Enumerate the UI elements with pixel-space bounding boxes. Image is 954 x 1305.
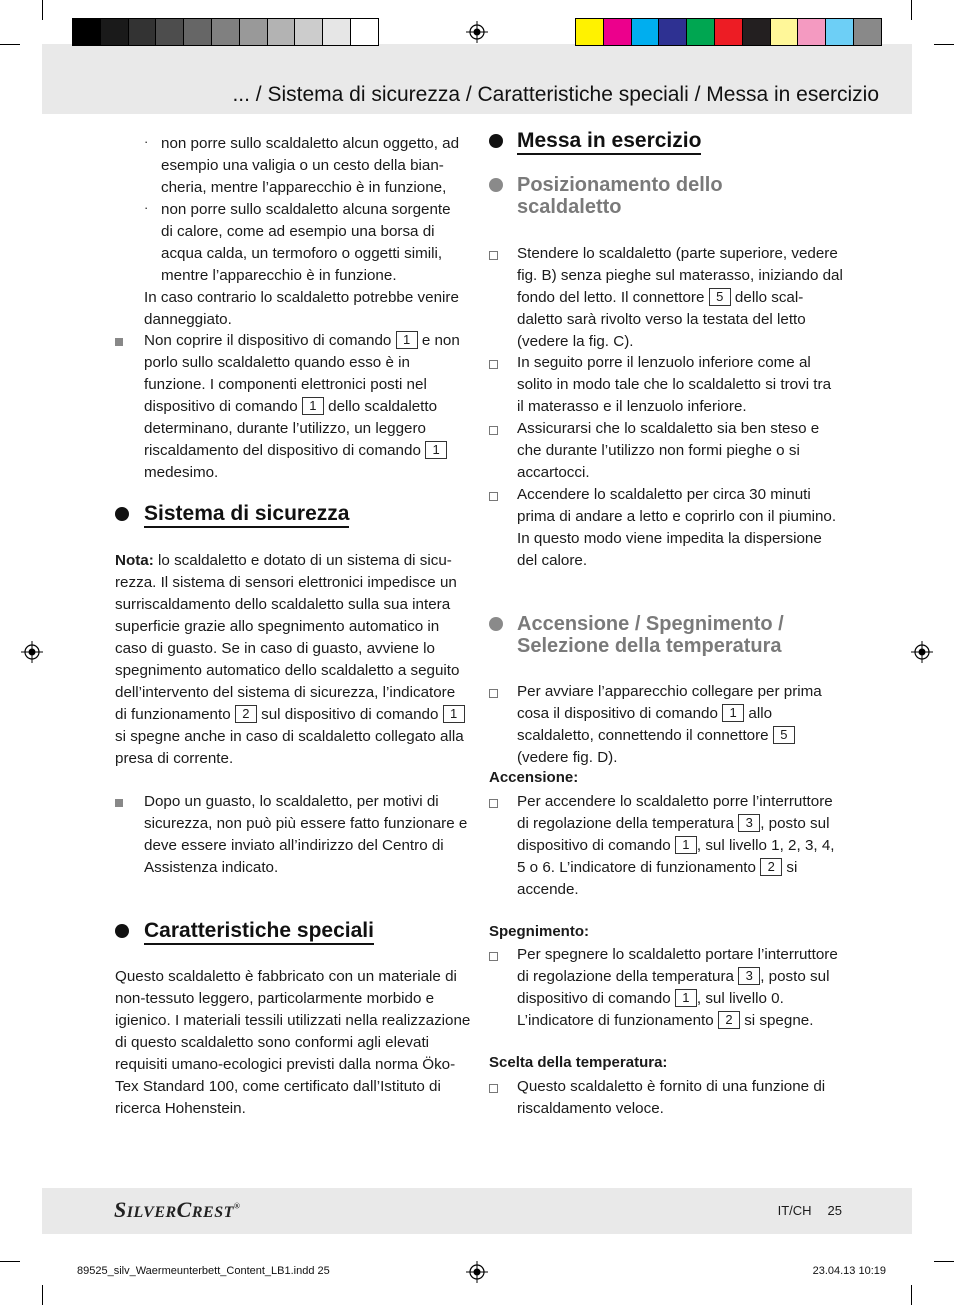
paragraph-spegnimento: Per spegnere lo scaldaletto portare l’interruttore di regolazione della temperatura 3 , posto sul dispositivo di comando 1 , sul livello 0. L’indicatore di funzionamento 2 si spegne. [517, 946, 838, 1029]
dash-bullet: · [144, 200, 149, 215]
paragraph-contrario: In caso contrario lo scaldaletto potrebbe venire danneggiato. [144, 289, 459, 328]
dash-bullet: · [144, 134, 149, 149]
crop-mark [911, 1285, 912, 1305]
ref-number: 5 [709, 288, 731, 306]
crop-mark [934, 1261, 954, 1262]
square-bullet [115, 799, 123, 807]
dash-item-1: non porre sullo scaldaletto alcun oggetto, ad esempio una valigia o un cesto della bian-cheria, mentre l’apparecchio è in funzione, [161, 135, 460, 196]
ref-number: 3 [738, 967, 760, 985]
crop-mark [0, 44, 20, 45]
ref-number: 2 [235, 705, 257, 723]
checkbox-bullet [489, 952, 498, 961]
heading-accensione: Accensione / Spegnimento / Selezione della temperatura [517, 613, 784, 657]
ref-number: 1 [443, 705, 465, 723]
ref-number: 2 [760, 858, 782, 876]
registration-mark-icon [466, 21, 488, 43]
label-spegnimento: Spegnimento: [489, 923, 589, 940]
paragraph-nota: Nota: lo scaldaletto e dotato di un sistema di sicu-rezza. Il sistema di sensori elettronici impedisce un surriscaldamento dello scaldaletto sulla sua intera superficie grazie allo spegnimento automatico in caso di guasto. Se in caso di guasto, avviene lo spegnimento automatico dello scaldaletto a seguito dell’intervento del sistema di sicurezza, l’indicatore di funzionamento 2 sul dispositivo di comando 1 si spegne anche in caso di scaldaletto collegato alla presa di corrente. [115, 552, 464, 767]
ref-number: 1 [302, 397, 324, 415]
gray-swatch [239, 18, 268, 46]
paragraph-lenzuolo: In seguito porre il lenzuolo inferiore come al solito in modo tale che lo scaldaletto si trovi tra il materasso e il lenzuolo inferiore. [517, 354, 832, 415]
gray-swatch [72, 18, 101, 46]
ref-number: 1 [425, 441, 447, 459]
crop-mark [911, 0, 912, 20]
color-swatch [603, 18, 632, 46]
paragraph-assicurarsi: Assicurarsi che lo scaldaletto sia ben steso e che durante l’utilizzo non formi pieghe o si accartocci. [517, 420, 820, 481]
page-title: ... / Sistema di sicurezza / Caratteristiche speciali / Messa in esercizio [232, 83, 879, 106]
gray-swatch [294, 18, 323, 46]
gray-swatch [322, 18, 351, 46]
paragraph-avviare: Per avviare l’apparecchio collegare per prima cosa il dispositivo di comando 1 allo scaldaletto, connettendo il connettore 5 (vedere fig. D). [517, 683, 822, 766]
heading-bullet-icon [489, 617, 503, 631]
gray-swatch [100, 18, 129, 46]
registration-mark-icon [466, 1261, 488, 1283]
dash-item-2: non porre sullo scaldaletto alcuna sorgente di calore, come ad esempio una borsa di acqua calda, un termoforo o oggetti simili, mentre l’apparecchio è in funzione. [161, 201, 451, 284]
heading-sistema-sicurezza: Sistema di sicurezza [144, 502, 349, 526]
gray-swatch [267, 18, 296, 46]
gray-swatch [155, 18, 184, 46]
paragraph-scelta: Questo scaldaletto è fornito di una funzione di riscaldamento veloce. [517, 1078, 826, 1117]
gray-swatch [211, 18, 240, 46]
color-swatch [631, 18, 660, 46]
ref-number: 1 [675, 989, 697, 1007]
color-swatch [658, 18, 687, 46]
checkbox-bullet [489, 799, 498, 808]
paragraph-accendere: Accendere lo scaldaletto per circa 30 minuti prima di andare a letto e coprirlo con il piumino. In questo modo viene impedita la dispersione del calore. [517, 486, 837, 569]
label-scelta-temperatura: Scelta della temperatura: [489, 1054, 668, 1071]
color-swatch [853, 18, 882, 46]
checkbox-bullet [489, 1084, 498, 1093]
heading-bullet-icon [115, 507, 129, 521]
ref-number: 1 [396, 331, 418, 349]
color-swatch [825, 18, 854, 46]
color-swatch [770, 18, 799, 46]
slug-date: 23.04.13 10:19 [812, 1265, 886, 1277]
paragraph-non-coprire: Non coprire il dispositivo di comando 1 e non porlo sullo scaldaletto quando esso è in funzione. I componenti elettronici posti nel dispositivo di comando 1 dello scaldaletto determinano, durante l’utilizzo, un leggero riscaldamento del dispositivo di comando 1 medesimo. [144, 332, 460, 481]
checkbox-bullet [489, 426, 498, 435]
color-swatch [686, 18, 715, 46]
gray-swatch [350, 18, 379, 46]
heading-caratteristiche: Caratteristiche speciali [144, 919, 374, 943]
crop-mark [42, 1285, 43, 1305]
checkbox-bullet [489, 360, 498, 369]
heading-posizionamento: Posizionamento dello scaldaletto [517, 174, 723, 218]
checkbox-bullet [489, 251, 498, 260]
square-bullet [115, 338, 123, 346]
registration-mark-icon [911, 641, 933, 663]
paragraph-guasto: Dopo un guasto, lo scaldaletto, per motivi di sicurezza, non può più essere fatto funzionare e deve essere inviato all’indirizzo del Centro di Assistenza indicato. [144, 793, 468, 876]
ref-number: 5 [773, 726, 795, 744]
paragraph-accensione: Per accendere lo scaldaletto porre l’interruttore di regolazione della temperatura 3 , posto sul dispositivo di comando 1 , sul livello 1, 2, 3, 4, 5 o 6. L’indicatore di funzionamento 2 si accende. [517, 793, 835, 898]
color-swatch [797, 18, 826, 46]
crop-mark [42, 0, 43, 20]
crop-mark [934, 44, 954, 45]
heading-bullet-icon [115, 924, 129, 938]
ref-number: 3 [738, 814, 760, 832]
ref-number: 2 [718, 1011, 740, 1029]
registration-mark-icon [21, 641, 43, 663]
color-swatch [575, 18, 604, 46]
checkbox-bullet [489, 689, 498, 698]
label-accensione: Accensione: [489, 769, 579, 786]
gray-swatch [128, 18, 157, 46]
crop-mark [0, 1261, 20, 1262]
page-info: IT/CH 25 [777, 1203, 842, 1218]
color-swatch [714, 18, 743, 46]
brand-logo: SILVERCREST® [114, 1197, 241, 1222]
color-swatch [742, 18, 771, 46]
ref-number: 1 [722, 704, 744, 722]
checkbox-bullet [489, 492, 498, 501]
gray-swatch [183, 18, 212, 46]
heading-bullet-icon [489, 134, 503, 148]
heading-bullet-icon [489, 178, 503, 192]
paragraph-stendere: Stendere lo scaldaletto (parte superiore, vedere fig. B) senza pieghe sul materasso, iniziando dal fondo del letto. Il connettore 5 dello scal-daletto sarà rivolto verso la testata del letto (vedere la fig. C). [517, 245, 843, 350]
slug-filename: 89525_silv_Waermeunterbett_Content_LB1.indd 25 [77, 1265, 330, 1277]
ref-number: 1 [675, 836, 697, 854]
heading-messa-esercizio: Messa in esercizio [517, 129, 701, 153]
paragraph-caratteristiche: Questo scaldaletto è fabbricato con un materiale di non-tessuto leggero, particolarmente morbido e igienico. I materiali tessili utilizzati nella realizzazione di questo scaldaletto sono conformi agli elevati requisiti umano-ecologici previsti dalla norma Öko-Tex Standard 100, come certificato dall’Istituto di ricerca Hohenstein. [115, 968, 471, 1117]
